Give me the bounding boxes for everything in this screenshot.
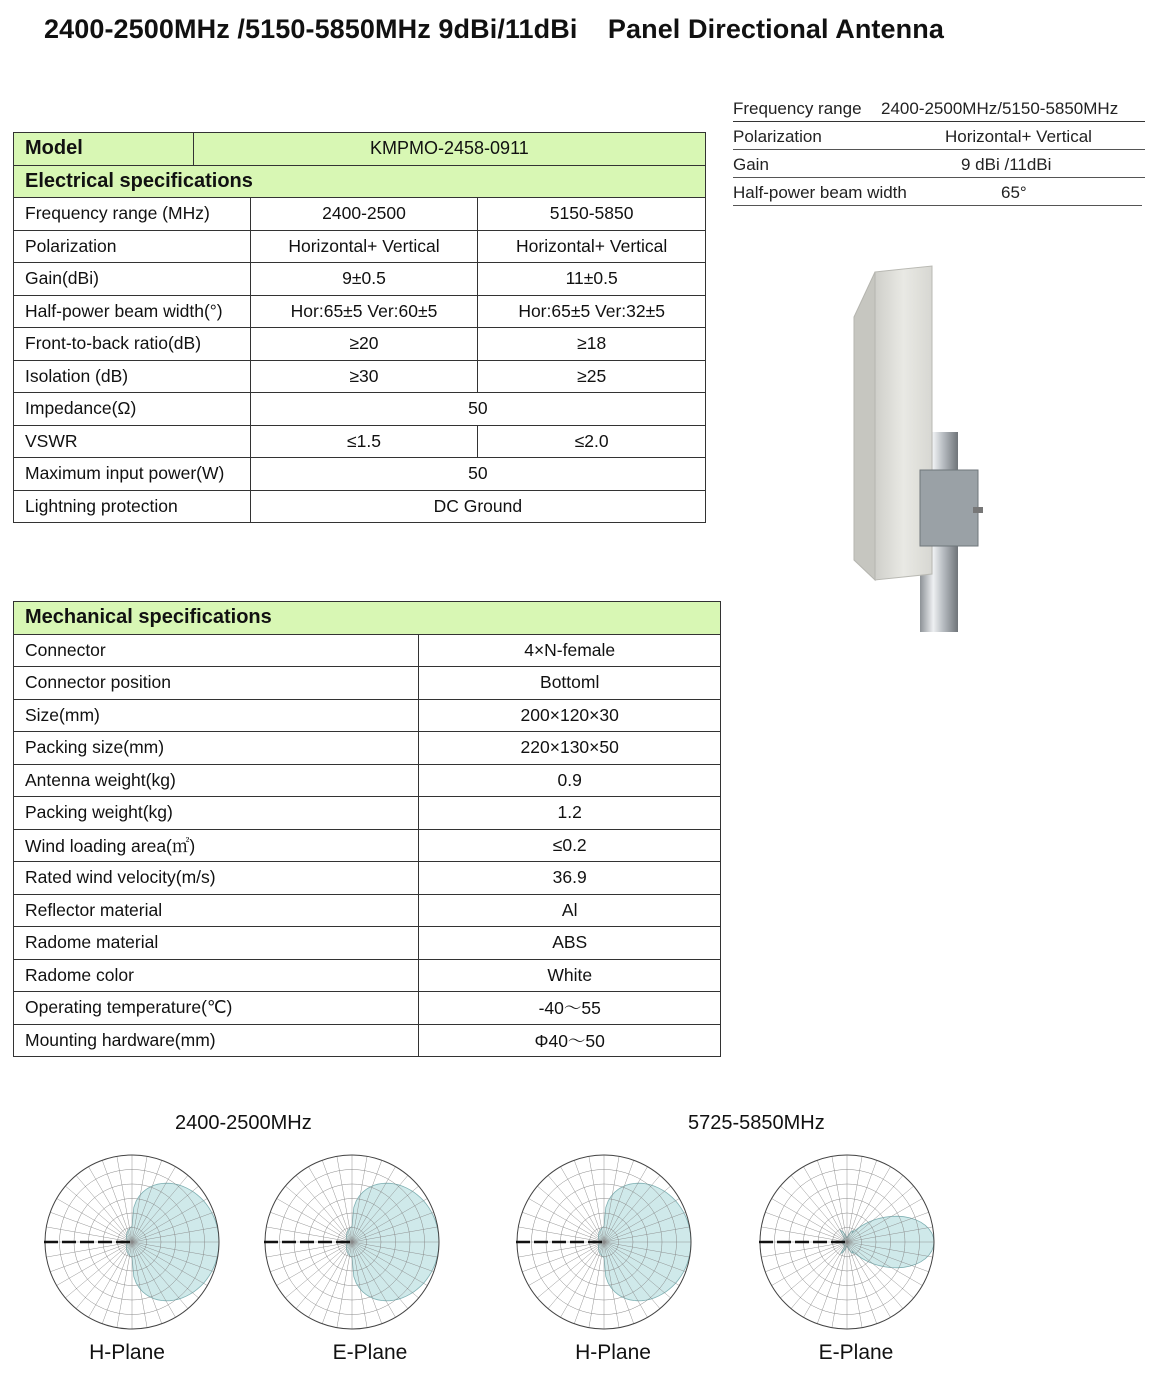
electrical-row bbox=[14, 295, 706, 328]
spec-label: Packing weight(kg) bbox=[14, 797, 419, 830]
spec-value: ≤0.2 bbox=[419, 829, 721, 862]
electrical-row bbox=[14, 360, 706, 393]
pattern-group-label: 5725-5850MHz bbox=[688, 1112, 825, 1134]
plane-label: H-Plane bbox=[89, 1341, 165, 1364]
spec-value: 200×120×30 bbox=[419, 699, 721, 732]
spec-label: Mounting hardware(mm) bbox=[14, 1024, 419, 1057]
spec-value-band2: ≤2.0 bbox=[478, 425, 706, 458]
mechanical-row bbox=[14, 862, 721, 895]
radiation-pattern-diagram bbox=[262, 1152, 442, 1332]
electrical-row bbox=[14, 490, 706, 523]
mechanical-row bbox=[14, 732, 721, 765]
mechanical-row bbox=[14, 1024, 721, 1057]
radiation-pattern-diagram bbox=[514, 1152, 694, 1332]
plane-label: E-Plane bbox=[332, 1341, 408, 1364]
radiation-pattern-diagram bbox=[757, 1152, 937, 1332]
mechanical-section-title: Mechanical specifications bbox=[14, 602, 721, 635]
spec-label: Maximum input power(W) bbox=[14, 458, 251, 491]
spec-label: Rated wind velocity(m/s) bbox=[14, 862, 419, 895]
spec-label: Frequency range (MHz) bbox=[14, 198, 251, 231]
antenna-photo bbox=[840, 262, 990, 632]
spec-value: White bbox=[419, 959, 721, 992]
summary-row bbox=[733, 178, 1142, 206]
electrical-section-title: Electrical specifications bbox=[14, 165, 706, 198]
mechanical-row bbox=[14, 829, 721, 862]
spec-value-band2: ≥18 bbox=[478, 328, 706, 361]
mechanical-spec-table bbox=[13, 601, 721, 1057]
spec-value-band2: Hor:65±5 Ver:32±5 bbox=[478, 295, 706, 328]
section-header-row bbox=[14, 165, 706, 198]
spec-value-band2: 5150-5850 bbox=[478, 198, 706, 231]
mechanical-row bbox=[14, 927, 721, 960]
spec-value-band1: ≥30 bbox=[250, 360, 478, 393]
spec-label: Antenna weight(kg) bbox=[14, 764, 419, 797]
summary-label: Frequency range bbox=[733, 99, 862, 118]
model-label: Model bbox=[14, 133, 194, 166]
spec-value: Bottoml bbox=[419, 667, 721, 700]
spec-label: Radome color bbox=[14, 959, 419, 992]
spec-value: 0.9 bbox=[419, 764, 721, 797]
mechanical-row bbox=[14, 667, 721, 700]
electrical-row bbox=[14, 328, 706, 361]
spec-value: 50 bbox=[250, 458, 705, 491]
mechanical-row bbox=[14, 699, 721, 732]
plane-label: H-Plane bbox=[575, 1341, 651, 1364]
spec-value-band1: Horizontal+ Vertical bbox=[250, 230, 478, 263]
spec-label: Front-to-back ratio(dB) bbox=[14, 328, 251, 361]
electrical-row bbox=[14, 458, 706, 491]
plane-label: E-Plane bbox=[818, 1341, 894, 1364]
spec-value-band1: 2400-2500 bbox=[250, 198, 478, 231]
spec-value: DC Ground bbox=[250, 490, 705, 523]
spec-label: Operating temperature(℃) bbox=[14, 992, 419, 1025]
spec-value: 50 bbox=[250, 393, 705, 426]
spec-value: ABS bbox=[419, 927, 721, 960]
mechanical-row bbox=[14, 992, 721, 1025]
spec-label: Radome material bbox=[14, 927, 419, 960]
spec-value: Al bbox=[419, 894, 721, 927]
model-row bbox=[14, 133, 706, 166]
spec-label: Wind loading area(㎡) bbox=[14, 829, 419, 862]
mechanical-row bbox=[14, 894, 721, 927]
summary-row bbox=[733, 150, 1145, 178]
spec-label: Connector position bbox=[14, 667, 419, 700]
summary-label: Polarization bbox=[733, 127, 822, 146]
section-header-row bbox=[14, 602, 721, 635]
spec-value: 4×N-female bbox=[419, 634, 721, 667]
model-value: KMPMO-2458-0911 bbox=[193, 133, 705, 166]
antenna-side bbox=[854, 272, 875, 580]
pattern-group-label: 2400-2500MHz bbox=[175, 1112, 312, 1134]
spec-value: 1.2 bbox=[419, 797, 721, 830]
spec-label: Connector bbox=[14, 634, 419, 667]
spec-value: -40～55 bbox=[419, 992, 721, 1025]
spec-label: Lightning protection bbox=[14, 490, 251, 523]
spec-value-band1: Hor:65±5 Ver:60±5 bbox=[250, 295, 478, 328]
mounting-bracket bbox=[920, 470, 978, 546]
spec-value: 220×130×50 bbox=[419, 732, 721, 765]
summary-label: Half-power beam width bbox=[733, 183, 907, 202]
spec-label: Isolation (dB) bbox=[14, 360, 251, 393]
summary-label: Gain bbox=[733, 155, 769, 174]
electrical-row bbox=[14, 425, 706, 458]
spec-label: Polarization bbox=[14, 230, 251, 263]
summary-row bbox=[733, 122, 1145, 150]
electrical-row bbox=[14, 263, 706, 296]
spec-value-band1: ≤1.5 bbox=[250, 425, 478, 458]
mechanical-row bbox=[14, 959, 721, 992]
summary-value: 65° bbox=[1001, 183, 1027, 202]
spec-value-band2: ≥25 bbox=[478, 360, 706, 393]
mechanical-row bbox=[14, 764, 721, 797]
spec-label: Half-power beam width(°) bbox=[14, 295, 251, 328]
spec-value: 36.9 bbox=[419, 862, 721, 895]
radiation-pattern-diagram bbox=[42, 1152, 222, 1332]
bracket-bolt bbox=[973, 507, 983, 513]
electrical-spec-table bbox=[13, 132, 706, 523]
spec-value: Φ40～50 bbox=[419, 1024, 721, 1057]
spec-value-band1: 9±0.5 bbox=[250, 263, 478, 296]
summary-value: 2400-2500MHz/5150-5850MHz bbox=[881, 99, 1119, 118]
summary-block bbox=[733, 94, 1145, 206]
spec-value-band1: ≥20 bbox=[250, 328, 478, 361]
summary-row bbox=[733, 94, 1145, 122]
electrical-row bbox=[14, 230, 706, 263]
spec-label: Reflector material bbox=[14, 894, 419, 927]
spec-label: VSWR bbox=[14, 425, 251, 458]
spec-label: Packing size(mm) bbox=[14, 732, 419, 765]
spec-label: Impedance(Ω) bbox=[14, 393, 251, 426]
electrical-row bbox=[14, 198, 706, 231]
spec-label: Gain(dBi) bbox=[14, 263, 251, 296]
mechanical-row bbox=[14, 797, 721, 830]
summary-value: 9 dBi /11dBi bbox=[961, 155, 1052, 174]
mechanical-row bbox=[14, 634, 721, 667]
spec-label: Size(mm) bbox=[14, 699, 419, 732]
electrical-row bbox=[14, 393, 706, 426]
spec-value-band2: Horizontal+ Vertical bbox=[478, 230, 706, 263]
summary-value: Horizontal+ Vertical bbox=[945, 127, 1092, 146]
page-title: 2400-2500MHz /5150-5850MHz 9dBi/11dBi Panel Directional Antenna bbox=[44, 14, 944, 44]
spec-value-band2: 11±0.5 bbox=[478, 263, 706, 296]
